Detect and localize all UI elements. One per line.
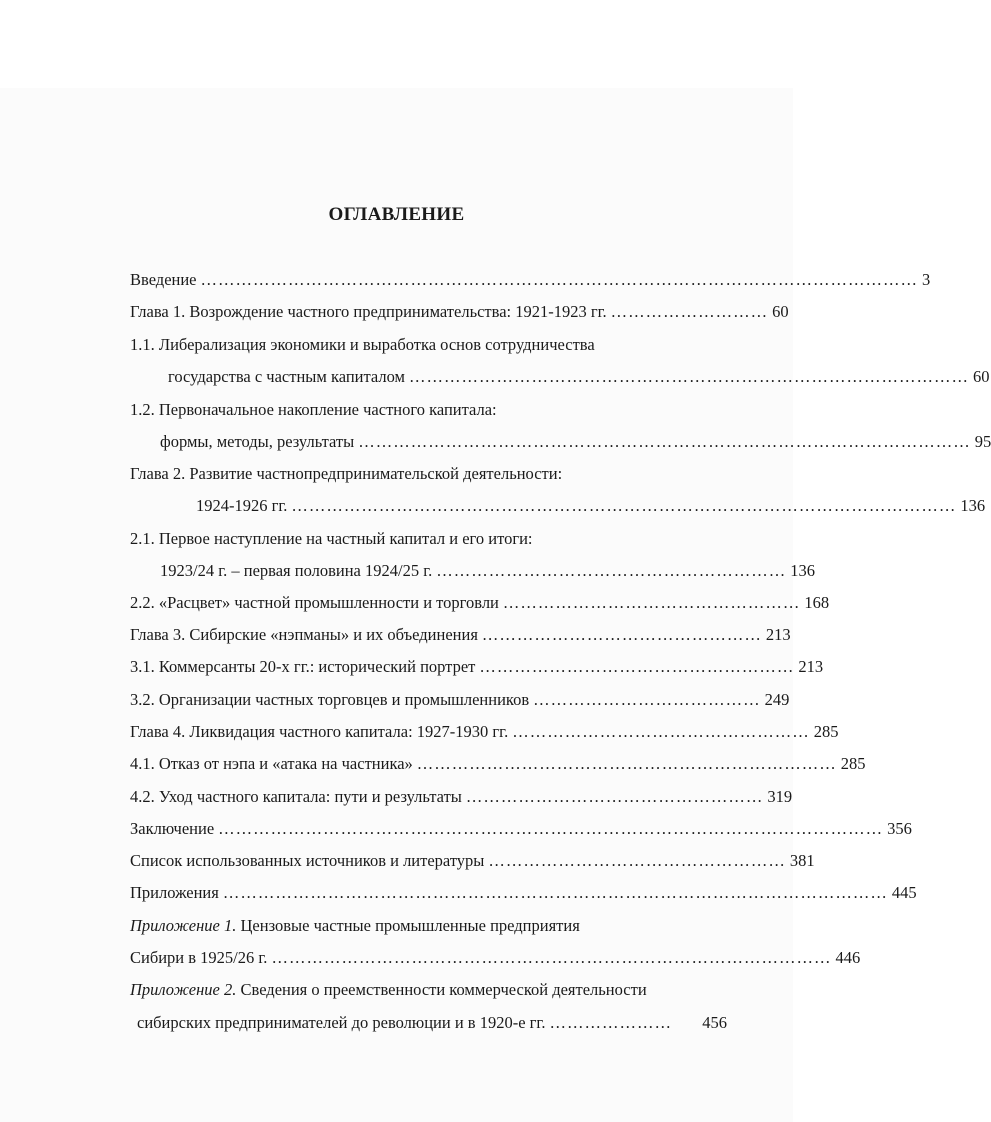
toc-entry-text: Сведения о преемственности коммерческой деятельности [240, 980, 647, 999]
toc-leader: …………………………………………… [512, 722, 810, 741]
toc-entry [196, 495, 986, 517]
toc-leader: …………………………………………………………………………………………………… [222, 883, 888, 902]
toc-page-number: 168 [804, 593, 830, 612]
toc-leader: …………………………………………………………………………………………………… [291, 496, 957, 515]
toc-entry [130, 882, 917, 904]
toc-leader: …………………………………………… [488, 851, 786, 870]
toc-entry [130, 721, 839, 743]
toc-entry [130, 656, 824, 678]
toc-page-number: 445 [891, 883, 917, 902]
toc-page-number: 456 [702, 1013, 727, 1032]
toc-leader: …………………………………………… [502, 593, 801, 612]
toc-entry-text: 4.2. Уход частного капитала: пути и результаты [130, 787, 462, 806]
toc-entry-text: Глава 1. Возрождение частного предпринимательства: 1921-1923 гг. [130, 302, 607, 321]
toc-entry-text: Глава 3. Сибирские «нэпманы» и их объединения [130, 625, 478, 644]
toc-entry-text: Глава 4. Ликвидация частного капитала: 1927-1930 гг. [130, 722, 509, 741]
toc-leader: …………………………………………………………………………………… [271, 948, 832, 967]
toc-entry-text: 4.1. Отказ от нэпа и «атака на частника» [130, 754, 413, 773]
toc-entry-text: 3.1. Коммерсанты 20-х гг.: исторический портрет [130, 657, 476, 676]
toc-page-number: 446 [835, 948, 861, 967]
toc-leader: ………………………………… [533, 690, 761, 709]
toc-page-number: 213 [798, 657, 824, 676]
toc-entry [130, 689, 790, 711]
toc-entry-text: 2.1. Первое наступление на частный капитал и его итоги: [130, 529, 533, 548]
toc-leader: …………………………………………………………………………………………… [358, 432, 971, 451]
toc-page-number: 285 [813, 722, 839, 741]
toc-leader: ………………………………………… [481, 625, 762, 644]
toc-leader: ………………… [549, 1013, 672, 1032]
toc-entry-text: 2.2. «Расцвет» частной промышленности и торговли [130, 593, 499, 612]
toc-entry-text: Приложения [130, 883, 219, 902]
toc-entry-text: сибирских предпринимателей до революции и в 1920-е гг. [137, 1013, 546, 1032]
toc-entry [130, 979, 647, 1001]
toc-leader: ……………………………………………………………… [416, 754, 837, 773]
toc-entry [160, 431, 991, 453]
toc-page-number: 95 [974, 432, 991, 451]
toc-entry [130, 399, 497, 421]
toc-entry-text: 1924-1926 гг. [196, 496, 288, 515]
appendix-label: Приложение 1. [130, 916, 237, 935]
toc-entry [130, 269, 931, 291]
toc-page-number: 319 [767, 787, 793, 806]
toc-entry [130, 592, 830, 614]
toc-entry-text: 1923/24 г. – первая половина 1924/25 г. [160, 561, 433, 580]
toc-entry [130, 850, 815, 872]
toc-leader: …………………………………………………………………………………………………… [218, 819, 884, 838]
toc-page-number: 285 [840, 754, 866, 773]
toc-page-number: 213 [765, 625, 791, 644]
toc-entry [130, 915, 580, 937]
toc-leader: …………………………………………………………………………………………………………… [200, 270, 919, 289]
toc-entry [137, 1012, 727, 1034]
toc-entry [130, 753, 866, 775]
toc-entry [130, 463, 562, 485]
toc-leader: …………………………………………… [465, 787, 764, 806]
toc-entry-text: формы, методы, результаты [160, 432, 355, 451]
toc-entry [130, 786, 793, 808]
toc-entry [168, 366, 990, 388]
page-title: ОГЛАВЛЕНИЕ [328, 204, 465, 225]
toc-entry-text: 3.2. Организации частных торговцев и промышленников [130, 690, 530, 709]
toc-page-number: 3 [922, 270, 931, 289]
toc-entry-text: государства с частным капиталом [168, 367, 405, 386]
toc-page-number: 136 [790, 561, 815, 580]
toc-leader: ……………………… [610, 302, 769, 321]
toc-entry [130, 301, 789, 323]
toc-entry [130, 334, 595, 356]
toc-entry-text: 1.2. Первоначальное накопление частного капитала: [130, 400, 497, 419]
toc-entry [130, 947, 861, 969]
toc-page-number: 249 [764, 690, 790, 709]
toc-leader: ……………………………………………… [479, 657, 795, 676]
appendix-label: Приложение 2. [130, 980, 237, 999]
toc-entry-text: Цензовые частные промышленные предприятия [240, 916, 580, 935]
toc-page-number: 136 [960, 496, 986, 515]
toc-leader: …………………………………………………………………………………… [408, 367, 969, 386]
toc-entry [130, 624, 791, 646]
toc-entry-text: Список использованных источников и литературы [130, 851, 485, 870]
toc-entry-text: Сибири в 1925/26 г. [130, 948, 268, 967]
toc-page-number: 356 [887, 819, 912, 838]
toc-entry-text: Заключение [130, 819, 215, 838]
toc-entry-text: Глава 2. Развитие частнопредпринимательской деятельности: [130, 464, 563, 483]
toc-entry [130, 818, 912, 840]
toc-entry [130, 528, 533, 550]
toc-entry [160, 560, 815, 582]
toc-page-number: 60 [772, 302, 789, 321]
toc-leader: …………………………………………………… [436, 561, 787, 580]
toc-page-number: 381 [789, 851, 815, 870]
toc-entry-text: Введение [130, 270, 197, 289]
toc-entry-text: 1.1. Либерализация экономики и выработка основ сотрудничества [130, 335, 595, 354]
toc-page-number: 60 [972, 367, 990, 386]
